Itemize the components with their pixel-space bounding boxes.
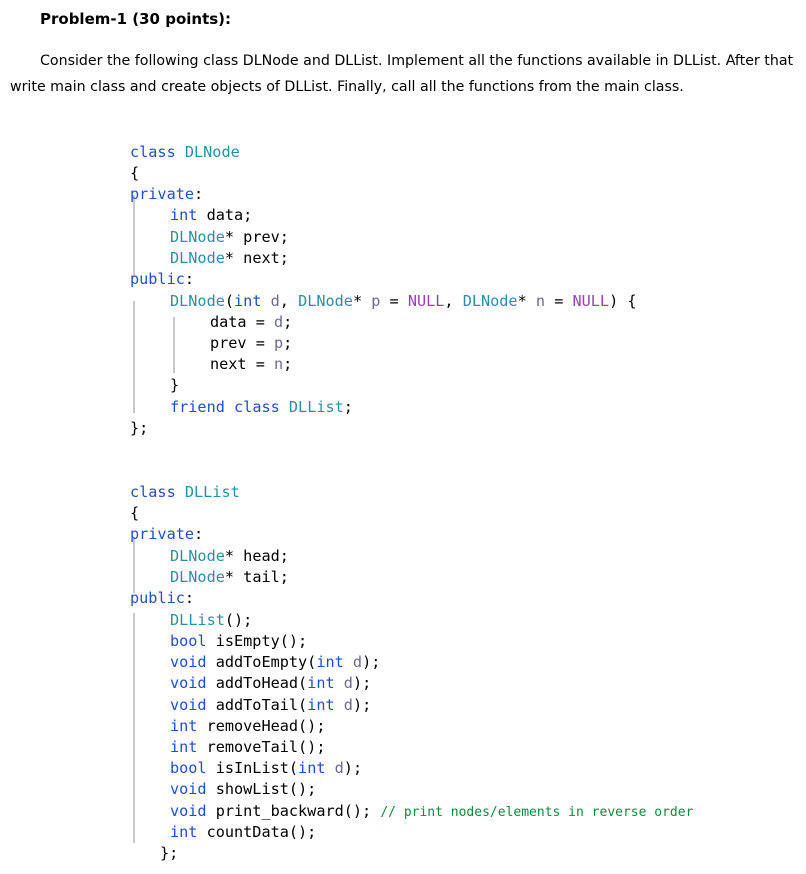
problem-title: Problem-1 (30 points): bbox=[40, 10, 232, 28]
code-line bbox=[130, 269, 194, 290]
code-line bbox=[130, 503, 139, 524]
code-line bbox=[170, 801, 693, 822]
code-line bbox=[170, 546, 289, 567]
code-text: { bbox=[130, 504, 140, 522]
code-text: int removeTail(); bbox=[170, 738, 326, 756]
code-text: data = d; bbox=[210, 313, 293, 331]
indent-guide bbox=[133, 195, 135, 277]
code-line bbox=[170, 822, 316, 843]
code-line bbox=[210, 312, 292, 333]
code-text: void addToHead(int d); bbox=[170, 674, 372, 692]
code-line bbox=[170, 375, 179, 396]
code-text: void print_backward(); bbox=[170, 802, 372, 820]
code-line bbox=[130, 184, 203, 205]
indent-guide bbox=[133, 613, 135, 843]
description-text: Consider the following class DLNode and DLList. Implement all the functions available in DLList. After that write main class and create objects of DLList. Finally, call all the functions from the main class. bbox=[10, 53, 794, 95]
code-text: int data; bbox=[170, 206, 253, 224]
code-line bbox=[170, 673, 371, 694]
code-line bbox=[170, 205, 252, 226]
code-line bbox=[170, 610, 252, 631]
code-line bbox=[160, 843, 178, 864]
code-text: DLNode* tail; bbox=[170, 568, 289, 586]
code-line bbox=[170, 248, 289, 269]
code-line bbox=[170, 397, 353, 418]
code-line bbox=[130, 524, 203, 545]
code-text: { bbox=[130, 164, 140, 182]
code-line bbox=[170, 737, 325, 758]
code-line bbox=[170, 695, 371, 716]
code-text: void showList(); bbox=[170, 780, 317, 798]
code-text: public: bbox=[130, 589, 195, 607]
code-text: DLNode* head; bbox=[170, 547, 289, 565]
indent-guide bbox=[133, 537, 135, 593]
code-text: prev = p; bbox=[210, 334, 293, 352]
code-text: DLList(); bbox=[170, 611, 253, 629]
code-line bbox=[130, 418, 148, 439]
code-text: int countData(); bbox=[170, 823, 317, 841]
code-line bbox=[130, 588, 194, 609]
code-comment: // print nodes/elements in reverse order bbox=[380, 805, 694, 820]
code-text: bool isEmpty(); bbox=[170, 632, 308, 650]
code-text: int removeHead(); bbox=[170, 717, 326, 735]
problem-description bbox=[10, 48, 796, 100]
code-line bbox=[130, 163, 139, 184]
code-line bbox=[170, 652, 380, 673]
code-line bbox=[170, 291, 637, 312]
code-text: DLNode* next; bbox=[170, 249, 289, 267]
code-text: }; bbox=[160, 844, 179, 862]
code-text: DLNode(int d, DLNode* p = NULL, DLNode* n = NULL) { bbox=[170, 292, 637, 310]
code-line bbox=[130, 142, 240, 163]
code-text: public: bbox=[130, 270, 195, 288]
code-line bbox=[170, 716, 325, 737]
code-line bbox=[210, 333, 292, 354]
code-text: void addToEmpty(int d); bbox=[170, 653, 381, 671]
code-text: bool isInList(int d); bbox=[170, 759, 363, 777]
indent-guide bbox=[133, 301, 135, 413]
code-line bbox=[170, 779, 316, 800]
code-line bbox=[130, 482, 240, 503]
code-text: friend class DLList; bbox=[170, 398, 353, 416]
code-line bbox=[170, 758, 362, 779]
code-text: class DLNode bbox=[130, 143, 240, 161]
indent-guide bbox=[173, 317, 175, 373]
code-text: private: bbox=[130, 525, 204, 543]
code-text: class DLList bbox=[130, 483, 240, 501]
code-text: } bbox=[170, 376, 180, 394]
code-line bbox=[170, 567, 289, 588]
code-line bbox=[210, 354, 292, 375]
code-line bbox=[170, 227, 289, 248]
code-line bbox=[170, 631, 307, 652]
code-text: next = n; bbox=[210, 355, 293, 373]
code-text: void addToTail(int d); bbox=[170, 696, 372, 714]
code-text: }; bbox=[130, 419, 149, 437]
code-text: DLNode* prev; bbox=[170, 228, 289, 246]
code-text: private: bbox=[130, 185, 204, 203]
